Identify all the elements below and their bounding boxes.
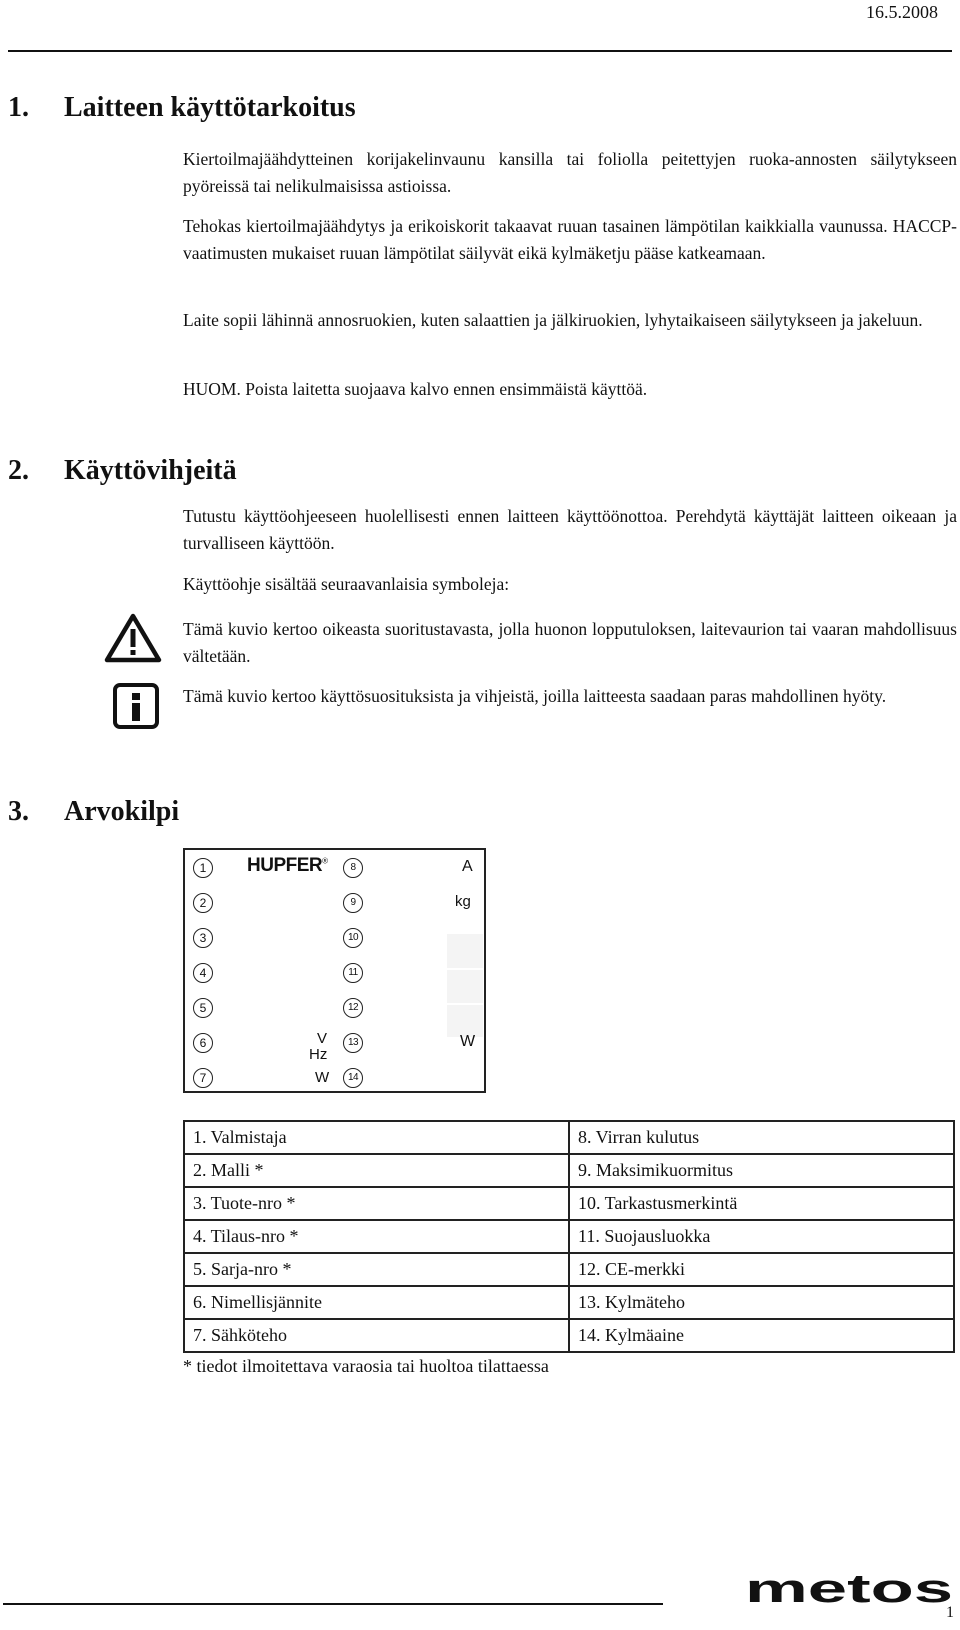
legend-row [184, 1121, 954, 1154]
nameplate-marker-12: 12 [343, 998, 363, 1018]
nameplate-unit-frequency: Hz [309, 1046, 328, 1063]
info-text: Tämä kuvio kertoo käyttösuosituksista ja vihjeistä, joilla laitteesta saadaan paras mahdollinen hyöty. [183, 686, 887, 706]
legend-cell-right: 8. Virran kulutus [569, 1121, 954, 1154]
section-1-paragraph-1: Kiertoilmajäähdytteinen korijakelinvaunu kansilla tai foliolla peitettyjen ruoka-annosten säilytykseen pyöreissä tai nelikulmaisissa astioissa. [183, 149, 957, 196]
section-2-paragraph-1: Tutustu käyttöohjeeseen huolellisesti ennen laitteen käyttöönottoa. Perehdytä käyttäjät laitteen oikeaan ja turvalliseen käyttöön. [183, 506, 957, 553]
nameplate-legend-table [183, 1120, 955, 1353]
nameplate-unit-voltage: V [317, 1030, 328, 1047]
legend-cell-left: 1. Valmistaja [184, 1121, 569, 1154]
nameplate-marker-3: 3 [193, 928, 213, 948]
legend-row [184, 1220, 954, 1253]
legend-row [184, 1253, 954, 1286]
section-2-number: 2. [8, 455, 29, 486]
legend-cell-left: 7. Sähköteho [184, 1319, 569, 1352]
metos-logo-text: metos [745, 1572, 953, 1606]
page-number: 1 [946, 1604, 954, 1621]
nameplate-brand-mark: ® [322, 856, 328, 866]
section-1-paragraph-3: Laite sopii lähinnä annosruokien, kuten salaattien ja jälkiruokien, lyhytaikaiseen säilytykseen ja jakeluun. [183, 310, 923, 330]
nameplate-diagram [183, 848, 486, 1093]
nameplate-marker-13: 13 [343, 1033, 363, 1053]
legend-cell-right: 9. Maksimikuormitus [569, 1154, 954, 1187]
legend-cell-left: 3. Tuote-nro * [184, 1187, 569, 1220]
nameplate-marker-8: 8 [343, 858, 363, 878]
nameplate-unit-load: kg [455, 893, 471, 910]
legend-cell-left: 6. Nimellisjännite [184, 1286, 569, 1319]
section-1-number: 1. [8, 92, 29, 123]
legend-cell-right: 12. CE-merkki [569, 1253, 954, 1286]
header-date: 16.5.2008 [866, 2, 938, 22]
section-1-heading [8, 92, 356, 124]
legend-cell-right: 10. Tarkastusmerkintä [569, 1187, 954, 1220]
metos-logo [742, 1572, 956, 1606]
section-2-title: Käyttövihjeitä [64, 455, 237, 486]
nameplate-marker-14: 14 [343, 1068, 363, 1088]
nameplate-unit-cooling: W [460, 1033, 476, 1050]
nameplate-marker-6: 6 [193, 1033, 213, 1053]
header-rule [8, 50, 952, 52]
nameplate-marker-4: 4 [193, 963, 213, 983]
legend-cell-right: 14. Kylmäaine [569, 1319, 954, 1352]
section-1-note: HUOM. Poista laitetta suojaava kalvo ennen ensimmäistä käyttöä. [183, 379, 648, 399]
section-2-paragraph-2: Käyttöohje sisältää seuraavanlaisia symboleja: [183, 574, 510, 594]
section-1-paragraph-2: Tehokas kiertoilmajäähdytys ja erikoiskorit takaavat ruuan tasainen lämpötilan kaikkialla vaunussa. HACCP-vaatimusten mukaiset ruuan lämpötilat säilyvät eikä kylmäketju pääse katkeamaan. [183, 216, 957, 263]
nameplate-unit-current: A [462, 858, 473, 875]
nameplate-marker-11: 11 [343, 963, 363, 983]
legend-cell-left: 5. Sarja-nro * [184, 1253, 569, 1286]
legend-row [184, 1286, 954, 1319]
legend-footnote: * tiedot ilmoitettava varaosia tai huoltoa tilattaessa [183, 1356, 549, 1376]
nameplate-marker-7: 7 [193, 1068, 213, 1088]
warning-text: Tämä kuvio kertoo oikeasta suoritustavasta, jolla huonon lopputuloksen, laitevaurion tai vaaran mahdollisuus vältetään. [183, 619, 957, 666]
nameplate-brand-name: HUPFER [247, 855, 323, 876]
nameplate-marker-1: 1 [193, 858, 213, 878]
nameplate-marker-2: 2 [193, 893, 213, 913]
legend-row [184, 1319, 954, 1352]
nameplate-marker-10: 10 [343, 928, 363, 948]
legend-cell-right: 11. Suojausluokka [569, 1220, 954, 1253]
nameplate-marker-5: 5 [193, 998, 213, 1018]
section-3-title: Arvokilpi [64, 796, 180, 827]
legend-row [184, 1187, 954, 1220]
nameplate-brand-logo [247, 855, 328, 877]
legend-cell-left: 2. Malli * [184, 1154, 569, 1187]
info-icon [112, 682, 160, 730]
nameplate-unit-power: W [315, 1069, 330, 1086]
legend-cell-right: 13. Kylmäteho [569, 1286, 954, 1319]
legend-row [184, 1154, 954, 1187]
section-2-heading [8, 455, 237, 487]
nameplate-marker-9: 9 [343, 893, 363, 913]
warning-triangle-icon [104, 612, 162, 664]
section-3-heading [8, 796, 179, 828]
section-1-title: Laitteen käyttötarkoitus [64, 92, 356, 123]
section-3-number: 3. [8, 796, 29, 827]
legend-cell-left: 4. Tilaus-nro * [184, 1220, 569, 1253]
footer-rule [3, 1603, 663, 1605]
